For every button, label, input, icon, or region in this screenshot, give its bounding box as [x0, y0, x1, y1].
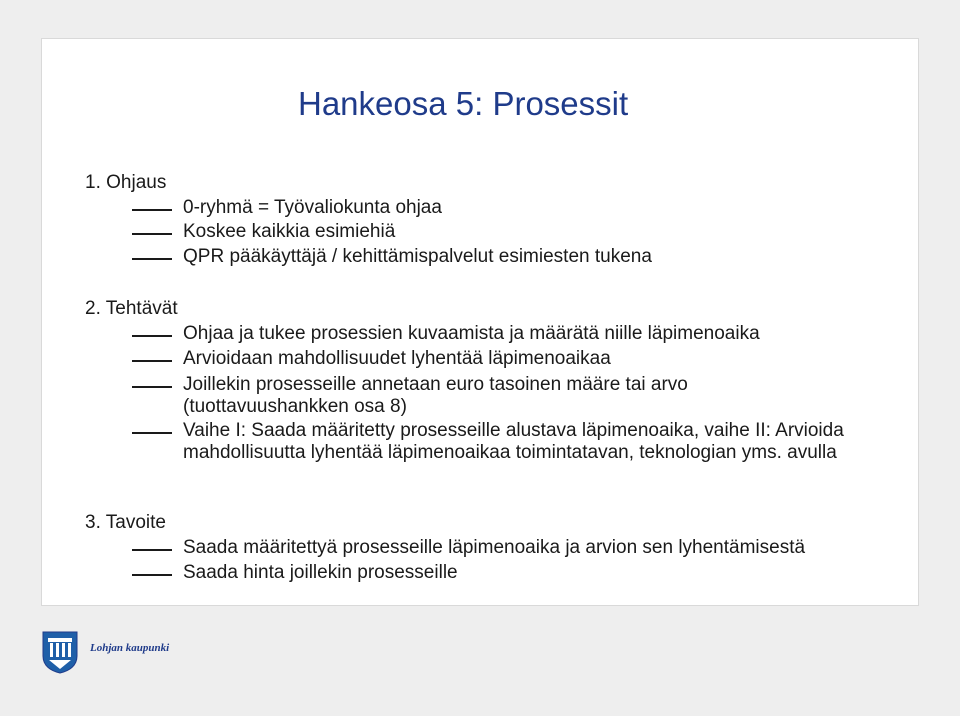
dash-bullet — [132, 360, 172, 362]
footer — [0, 612, 960, 716]
city-name-logo-text: Lohjan kaupunki — [90, 642, 170, 654]
dash-bullet — [132, 574, 172, 576]
list-item-text: QPR pääkäyttäjä / kehittämispalvelut esimiesten tukena — [183, 246, 652, 267]
section-heading-tavoite: 3. Tavoite — [85, 512, 166, 533]
list-item-text: Vaihe I: Saada määritetty prosesseille alustava läpimenoaika, vaihe II: Arvioida mahdollisuutta lyhentää läpimenoaikaa toimintatavan, teknologian yms. avulla — [183, 420, 844, 463]
city-coat-of-arms-icon — [41, 630, 79, 674]
slide-title: Hankeosa 5: Prosessit — [298, 85, 629, 122]
list-item-text: Koskee kaikkia esimiehiä — [183, 221, 396, 242]
dash-bullet — [132, 386, 172, 388]
dash-bullet — [132, 209, 172, 211]
dash-bullet — [132, 233, 172, 235]
list-item-text: Joillekin prosesseille annetaan euro tasoinen määre tai arvo (tuottavuushankken osa 8) — [183, 374, 688, 417]
dash-bullet — [132, 335, 172, 337]
list-item-text: 0-ryhmä = Työvaliokunta ohjaa — [183, 197, 442, 218]
dash-bullet — [132, 432, 172, 434]
dash-bullet — [132, 258, 172, 260]
section-heading-ohjaus: 1. Ohjaus — [85, 172, 167, 193]
dash-bullet — [132, 549, 172, 551]
list-item-text: Saada hinta joillekin prosesseille — [183, 562, 458, 583]
list-item-text: Saada määritettyä prosesseille läpimenoaika ja arvion sen lyhentämisestä — [183, 537, 806, 558]
list-item-text: Arvioidaan mahdollisuudet lyhentää läpimenoaikaa — [183, 348, 611, 369]
list-item-text: Ohjaa ja tukee prosessien kuvaamista ja määrätä niille läpimenoaika — [183, 323, 760, 344]
section-heading-tehtavat: 2. Tehtävät — [85, 298, 178, 319]
